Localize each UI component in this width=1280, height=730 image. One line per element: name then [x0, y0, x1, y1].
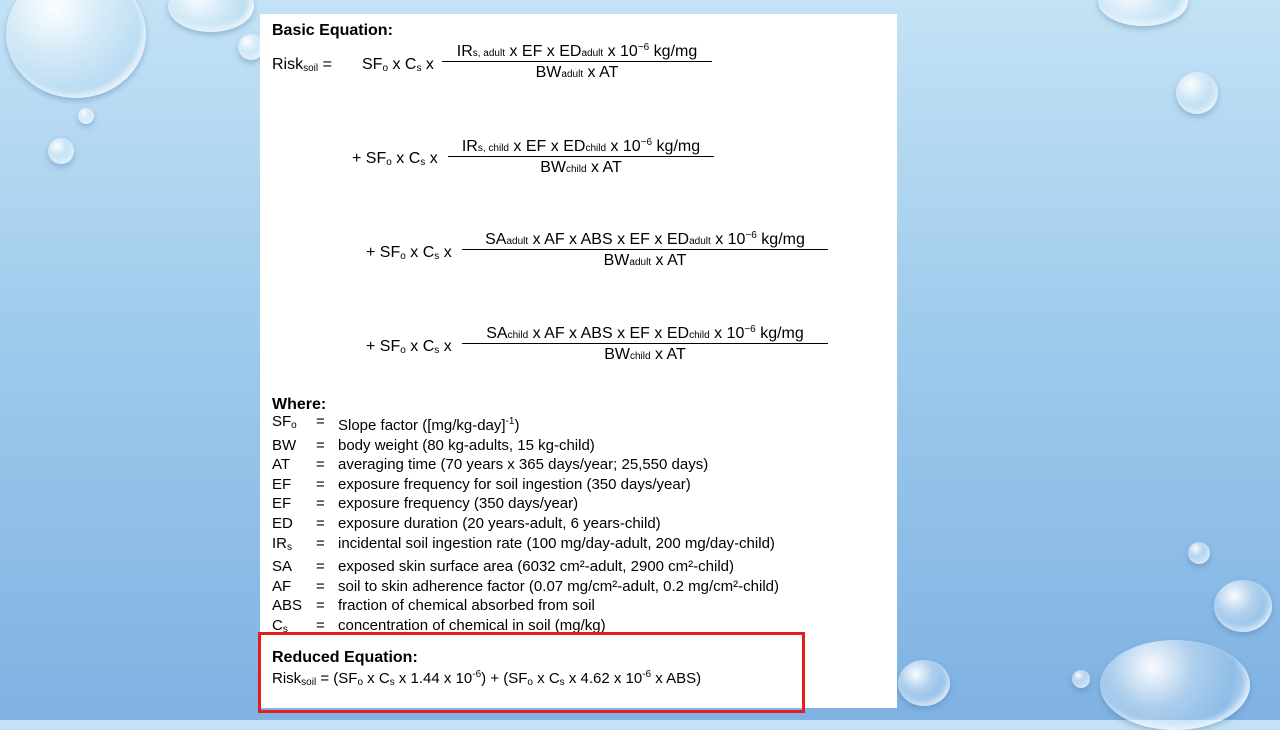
term-1-prefix: $SF_o$ x $C_s$ x: [362, 56, 434, 74]
basic-equation-heading: Basic Equation:: [272, 22, 393, 39]
term-3-fraction: [462, 230, 828, 270]
water-drop-decoration: [48, 138, 74, 164]
water-drop-decoration: [78, 108, 94, 124]
term-4-prefix: + $SF_o$ x $C_s$ x: [366, 338, 452, 356]
definition-row: ABS = fraction of chemical absorbed from soil: [272, 597, 595, 615]
term-1-numerator: IRs, adult x EF x EDadult x $10^{-6}$ kg/mg: [456, 42, 698, 60]
water-drop-decoration: [6, 0, 146, 98]
term-3-denominator: BWadult x AT: [462, 249, 828, 270]
definition-row: BW = body weight (80 kg-adults, 15 kg-child): [272, 436, 595, 454]
reduced-equation-heading: Reduced Equation:: [272, 649, 418, 666]
term-3-numerator: SAadult x AF x ABS x EF x EDadult x $10^{-6}$ kg/mg: [485, 230, 805, 248]
water-drop-decoration: [168, 0, 254, 32]
reduced-equation-highlight-box: [258, 632, 805, 713]
definition-row: AT = averaging time (70 years x 365 days/year; 25,550 days): [272, 456, 709, 474]
term-4-fraction: [462, 324, 828, 364]
definition-row: $SF_o$ = Slope factor $([mg/kg-day]^{-1})$: [272, 413, 520, 434]
definition-row: EF = exposure frequency (350 days/year): [272, 495, 579, 513]
definition-row: $C_s$ = concentration of chemical in soil (mg/kg): [272, 616, 606, 635]
definition-row: SA = exposed skin surface area (6032 cm²-adult, 2900 cm²-child): [272, 558, 735, 576]
term-1-fraction: [442, 42, 712, 82]
water-drop-decoration: [1176, 72, 1218, 114]
definitions-list: [272, 412, 779, 640]
reduced-equation: Risk$_{soil}$ = ($SF_o$ x $C_s$ x 1.44 x $10^{-6}) + (SF_o$ x $C_s$ x 4.62 x $10^{-6}$ x ABS): [272, 669, 702, 688]
risk-lhs: Risk$_{soil}$ =: [272, 56, 332, 74]
water-drop-decoration: [1100, 640, 1250, 730]
water-drop-decoration: [898, 660, 950, 706]
term-2-denominator: BWchild x AT: [448, 156, 714, 177]
where-heading: Where:: [272, 396, 327, 413]
term-4-denominator: BWchild x AT: [462, 343, 828, 364]
term-2-prefix: + $SF_o$ x $C_s$ x: [352, 150, 438, 168]
definition-row: AF = soil to skin adherence factor (0.07 mg/cm²-adult, 0.2 mg/cm²-child): [272, 577, 779, 595]
definition-row: ED = exposure duration (20 years-adult, 6 years-child): [272, 514, 661, 532]
water-drop-decoration: [1188, 542, 1210, 564]
term-2-numerator: IRs, child x EF x EDchild x $10^{-6}$ kg/mg: [461, 137, 701, 155]
definition-row: EF = exposure frequency for soil ingestion (350 days/year): [272, 475, 691, 493]
definition-row: $IR_s$ = incidental soil ingestion rate (100 mg/day-adult, 200 mg/day-child): [272, 534, 775, 553]
water-drop-decoration: [1098, 0, 1188, 26]
term-3-prefix: + $SF_o$ x $C_s$ x: [366, 244, 452, 262]
term-1-denominator: BWadult x AT: [442, 61, 712, 82]
equation-document: [260, 14, 897, 708]
water-drop-decoration: [1214, 580, 1272, 632]
water-drop-decoration: [1072, 670, 1090, 688]
term-4-numerator: SAchild x AF x ABS x EF x EDchild x $10^{-6}$ kg/mg: [486, 324, 804, 342]
term-2-fraction: [448, 137, 714, 177]
